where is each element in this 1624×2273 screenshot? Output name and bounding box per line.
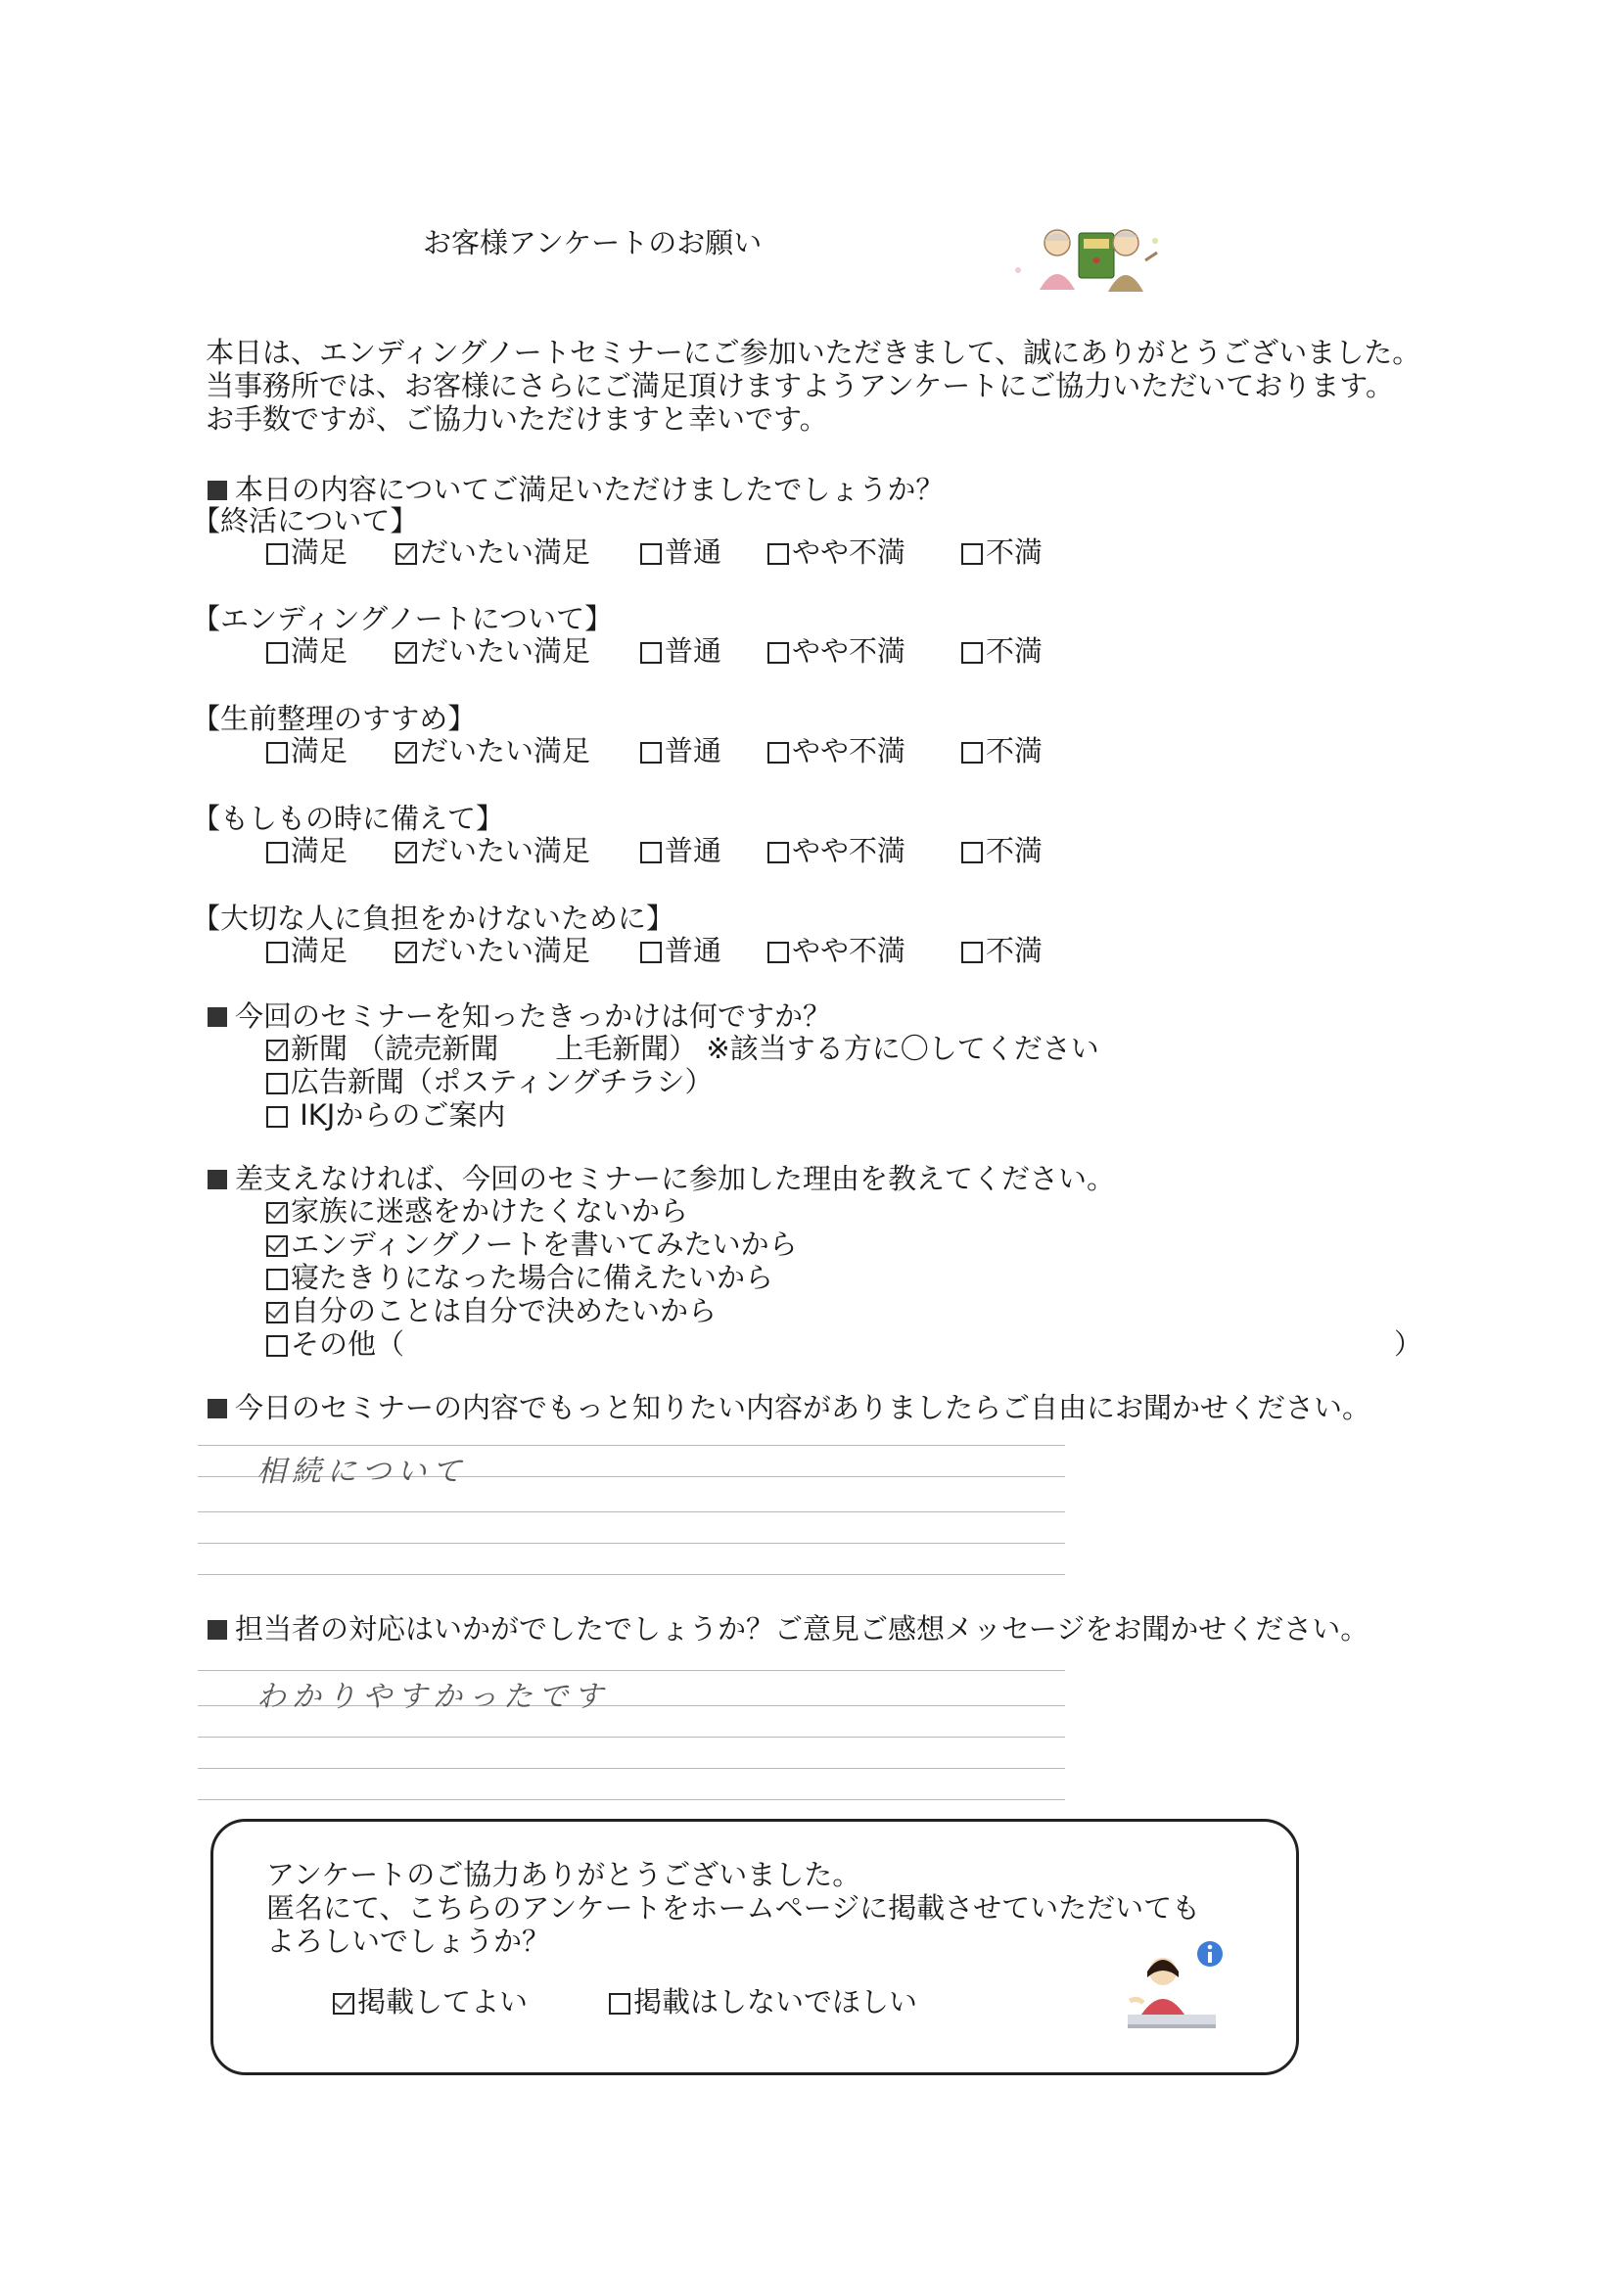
option-daitai-manzoku[interactable]: だいたい満足 <box>395 531 590 571</box>
checkbox-icon[interactable] <box>266 1335 288 1357</box>
q1-item-label: 【もしもの時に備えて】 <box>192 802 505 835</box>
checkbox-icon[interactable] <box>767 842 789 863</box>
option-fuman[interactable]: 不満 <box>961 829 1043 869</box>
option-manzoku[interactable]: 満足 <box>266 531 348 571</box>
q1-item-options <box>266 729 1147 765</box>
answer-line <box>198 1511 1065 1512</box>
closing-line-1: アンケートのご協力ありがとうございました。 <box>266 1858 861 1891</box>
closing-line-3: よろしいでしょうか？ <box>266 1925 551 1958</box>
option-daitai-manzoku[interactable]: だいたい満足 <box>395 829 590 869</box>
intro-line-2: 当事務所では、お客様にさらにご満足頂けますようアンケートにご協力いただいております。 <box>206 369 1394 402</box>
checkbox-icon[interactable] <box>767 742 789 764</box>
option-daitai-manzoku[interactable]: だいたい満足 <box>395 729 590 769</box>
q1-item-label: 【終活について】 <box>192 504 419 537</box>
q4-heading <box>208 1386 1370 1426</box>
option-yaya-fuman[interactable]: やや不満 <box>767 829 905 869</box>
q1-item-label: 【大切な人に負担をかけないために】 <box>192 902 675 935</box>
checkbox-icon[interactable] <box>609 1993 630 2015</box>
checkbox-icon[interactable] <box>266 942 288 963</box>
option-futsuu[interactable]: 普通 <box>640 729 721 769</box>
q3-option-other[interactable]: その他（ <box>266 1322 404 1363</box>
checkbox-icon[interactable] <box>266 642 288 664</box>
checkbox-checked-icon[interactable] <box>395 742 417 764</box>
checkbox-icon[interactable] <box>640 642 662 664</box>
checkbox-icon[interactable] <box>640 942 662 963</box>
checkbox-icon[interactable] <box>961 543 983 565</box>
checkbox-checked-icon[interactable] <box>266 1202 288 1224</box>
checkbox-icon[interactable] <box>640 842 662 863</box>
checkbox-icon[interactable] <box>266 1269 288 1290</box>
checkbox-icon[interactable] <box>767 543 789 565</box>
q3-option-family[interactable]: 家族に迷惑をかけたくないから <box>266 1189 688 1229</box>
square-bullet-icon <box>208 1007 227 1027</box>
option-manzoku[interactable]: 満足 <box>266 629 348 670</box>
elderly-couple-illustration <box>1008 221 1165 300</box>
q2-option-ikj-invitation[interactable]: IKJからのご案内 <box>266 1093 505 1134</box>
option-fuman[interactable]: 不満 <box>961 629 1043 670</box>
q3-heading-text: 差支えなければ、今回のセミナーに参加した理由を教えてください。 <box>235 1162 1116 1195</box>
checkbox-icon[interactable] <box>961 842 983 863</box>
option-futsuu[interactable]: 普通 <box>640 629 721 670</box>
option-manzoku[interactable]: 満足 <box>266 829 348 869</box>
checkbox-icon[interactable] <box>266 742 288 764</box>
q3-other-close-paren: ） <box>1394 1327 1423 1361</box>
checkbox-icon[interactable] <box>961 942 983 963</box>
square-bullet-icon <box>208 1620 227 1640</box>
q3-option-ending-note[interactable]: エンディングノートを書いてみたいから <box>266 1223 798 1263</box>
q3-option-bedridden[interactable]: 寝たきりになった場合に備えたいから <box>266 1256 773 1296</box>
option-daitai-manzoku[interactable]: だいたい満足 <box>395 629 590 670</box>
answer-line <box>198 1737 1065 1738</box>
intro-line-1: 本日は、エンディングノートセミナーにご参加いただきまして、誠にありがとうございました。 <box>206 336 1421 369</box>
closing-line-2: 匿名にて、こちらのアンケートをホームページに掲載させていただいても <box>266 1891 1201 1925</box>
publish-no-option[interactable]: 掲載はしないでほしい <box>609 1980 917 2020</box>
checkbox-checked-icon[interactable] <box>266 1235 288 1257</box>
checkbox-checked-icon[interactable] <box>266 1040 288 1061</box>
q5-heading-text: 担当者の対応はいかがでしたでしょうか？ご意見ご感想メッセージをお聞かせください。 <box>235 1612 1369 1646</box>
checkbox-icon[interactable] <box>266 1073 288 1094</box>
answer-line <box>198 1445 1065 1446</box>
publish-ok-option[interactable]: 掲載してよい <box>333 1980 528 2020</box>
square-bullet-icon <box>208 1399 227 1418</box>
answer-line <box>198 1574 1065 1575</box>
checkbox-icon[interactable] <box>961 642 983 664</box>
q5-heading <box>208 1607 1369 1647</box>
answer-line <box>198 1799 1065 1800</box>
option-yaya-fuman[interactable]: やや不満 <box>767 729 905 769</box>
q1-item-label: 【エンディングノートについて】 <box>192 602 614 635</box>
checkbox-checked-icon[interactable] <box>395 642 417 664</box>
option-fuman[interactable]: 不満 <box>961 531 1043 571</box>
checkbox-icon[interactable] <box>961 742 983 764</box>
q1-item-options <box>266 829 1147 867</box>
q1-item-options <box>266 929 1147 967</box>
q3-option-self-decide[interactable]: 自分のことは自分で決めたいから <box>266 1289 717 1329</box>
checkbox-icon[interactable] <box>640 742 662 764</box>
checkbox-icon[interactable] <box>266 543 288 565</box>
page-title: お客様アンケートのお願い <box>423 226 763 259</box>
q2-option-newspaper[interactable]: 新聞 （読売新聞 上毛新聞） ※該当する方に〇してください <box>266 1027 1099 1067</box>
square-bullet-icon <box>208 481 227 500</box>
square-bullet-icon <box>208 1170 227 1189</box>
answer-line <box>198 1543 1065 1544</box>
q4-handwritten-answer[interactable]: 相続について <box>256 1455 468 1489</box>
option-yaya-fuman[interactable]: やや不満 <box>767 629 905 670</box>
option-manzoku[interactable]: 満足 <box>266 929 348 969</box>
option-futsuu[interactable]: 普通 <box>640 929 721 969</box>
option-fuman[interactable]: 不満 <box>961 929 1043 969</box>
checkbox-checked-icon[interactable] <box>333 1993 354 2015</box>
checkbox-icon[interactable] <box>767 942 789 963</box>
q1-item-label: 【生前整理のすすめ】 <box>192 702 477 735</box>
option-futsuu[interactable]: 普通 <box>640 531 721 571</box>
option-yaya-fuman[interactable]: やや不満 <box>767 929 905 969</box>
checkbox-checked-icon[interactable] <box>395 842 417 863</box>
q5-handwritten-answer[interactable]: わかりやすかったです <box>256 1680 609 1714</box>
checkbox-icon[interactable] <box>767 642 789 664</box>
option-futsuu[interactable]: 普通 <box>640 829 721 869</box>
checkbox-checked-icon[interactable] <box>266 1302 288 1323</box>
checkbox-checked-icon[interactable] <box>395 942 417 963</box>
option-manzoku[interactable]: 満足 <box>266 729 348 769</box>
receptionist-illustration <box>1124 1938 1231 2036</box>
option-daitai-manzoku[interactable]: だいたい満足 <box>395 929 590 969</box>
checkbox-checked-icon[interactable] <box>395 543 417 565</box>
checkbox-icon[interactable] <box>640 543 662 565</box>
option-yaya-fuman[interactable]: やや不満 <box>767 531 905 571</box>
checkbox-icon[interactable] <box>266 1106 288 1128</box>
checkbox-icon[interactable] <box>266 842 288 863</box>
answer-line <box>198 1670 1065 1671</box>
option-fuman[interactable]: 不満 <box>961 729 1043 769</box>
intro-line-3: お手数ですが、ご協力いただけますと幸いです。 <box>206 402 828 436</box>
q4-heading-text: 今日のセミナーの内容でもっと知りたい内容がありましたらご自由にお聞かせください。 <box>235 1391 1371 1424</box>
answer-line <box>198 1768 1065 1769</box>
q2-heading-text: 今回のセミナーを知ったきっかけは何ですか？ <box>235 999 832 1033</box>
q2-option-ad-newspaper[interactable]: 広告新聞（ポスティングチラシ） <box>266 1060 714 1100</box>
q1-item-options <box>266 629 1147 668</box>
q1-heading-text: 本日の内容についてご満足いただけましたでしょうか？ <box>235 473 945 506</box>
q1-item-options <box>266 531 1147 569</box>
